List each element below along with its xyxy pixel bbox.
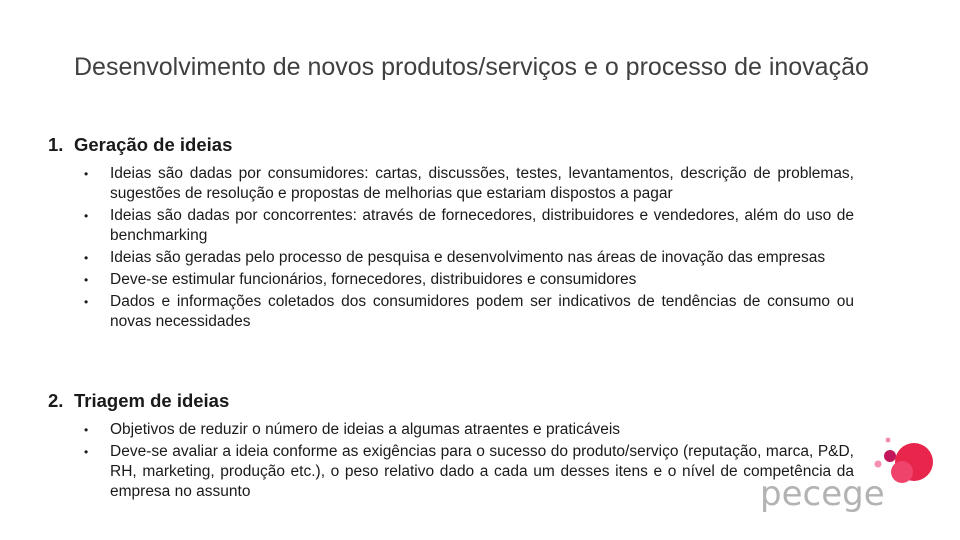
logo-dot-tiny	[875, 461, 882, 468]
section-heading	[48, 390, 868, 412]
logo-dot-tiny	[886, 438, 891, 443]
section-heading	[48, 134, 868, 156]
bullet-item	[48, 248, 854, 268]
bullet-text: Ideias são dadas por consumidores: cartas, discussões, testes, levantamentos, descrição de problemas, sugestões de resolução e propostas de melhorias que estariam dispostos a pagar	[110, 165, 854, 202]
bullet-text: Ideias são geradas pelo processo de pesquisa e desenvolvimento nas áreas de inovação das empresas	[110, 249, 826, 266]
bullet-item	[48, 292, 854, 332]
bullet-icon: •	[84, 209, 89, 223]
section-number: 2.	[48, 390, 64, 411]
bullet-icon: •	[84, 167, 89, 181]
bullet-text: Dados e informações coletados dos consumidores podem ser indicativos de tendências de consumo ou novas necessidades	[110, 293, 854, 330]
section-idea-generation	[48, 134, 868, 334]
bullet-text: Objetivos de reduzir o número de ideias a algumas atraentes e praticáveis	[110, 421, 621, 438]
section-idea-screening	[48, 390, 868, 504]
logo-text: pecege	[760, 474, 885, 514]
section-number: 1.	[48, 134, 64, 155]
bullet-icon: •	[84, 295, 89, 309]
bullet-item	[48, 442, 854, 502]
section-heading-text: Geração de ideias	[74, 134, 233, 155]
bullet-icon: •	[84, 423, 89, 437]
slide-title: Desenvolvimento de novos produtos/serviços e o processo de inovação	[74, 53, 869, 81]
bullet-item	[48, 206, 854, 246]
bullet-text: Deve-se avaliar a ideia conforme as exigências para o sucesso do produto/serviço (reputação, marca, P&D, RH, marketing, produção etc.), o peso relativo dado a cada um desses itens e o nível de competência da empresa no assunto	[110, 443, 854, 500]
bullet-text: Deve-se estimular funcionários, fornecedores, distribuidores e consumidores	[110, 271, 637, 288]
bullet-list	[48, 164, 868, 332]
pecege-logo	[756, 432, 941, 522]
bullet-item	[48, 164, 854, 204]
bullet-icon: •	[84, 251, 89, 265]
section-heading-text: Triagem de ideias	[74, 390, 230, 411]
logo-dot-medium	[891, 461, 913, 483]
bullet-item	[48, 420, 854, 440]
bullet-icon: •	[84, 273, 89, 287]
bullet-text: Ideias são dadas por concorrentes: através de fornecedores, distribuidores e vendedores, além do uso de benchmarking	[110, 207, 854, 244]
logo-dot-small	[884, 450, 896, 462]
bullet-icon: •	[84, 445, 89, 459]
bullet-item	[48, 270, 854, 290]
bullet-list	[48, 420, 868, 502]
